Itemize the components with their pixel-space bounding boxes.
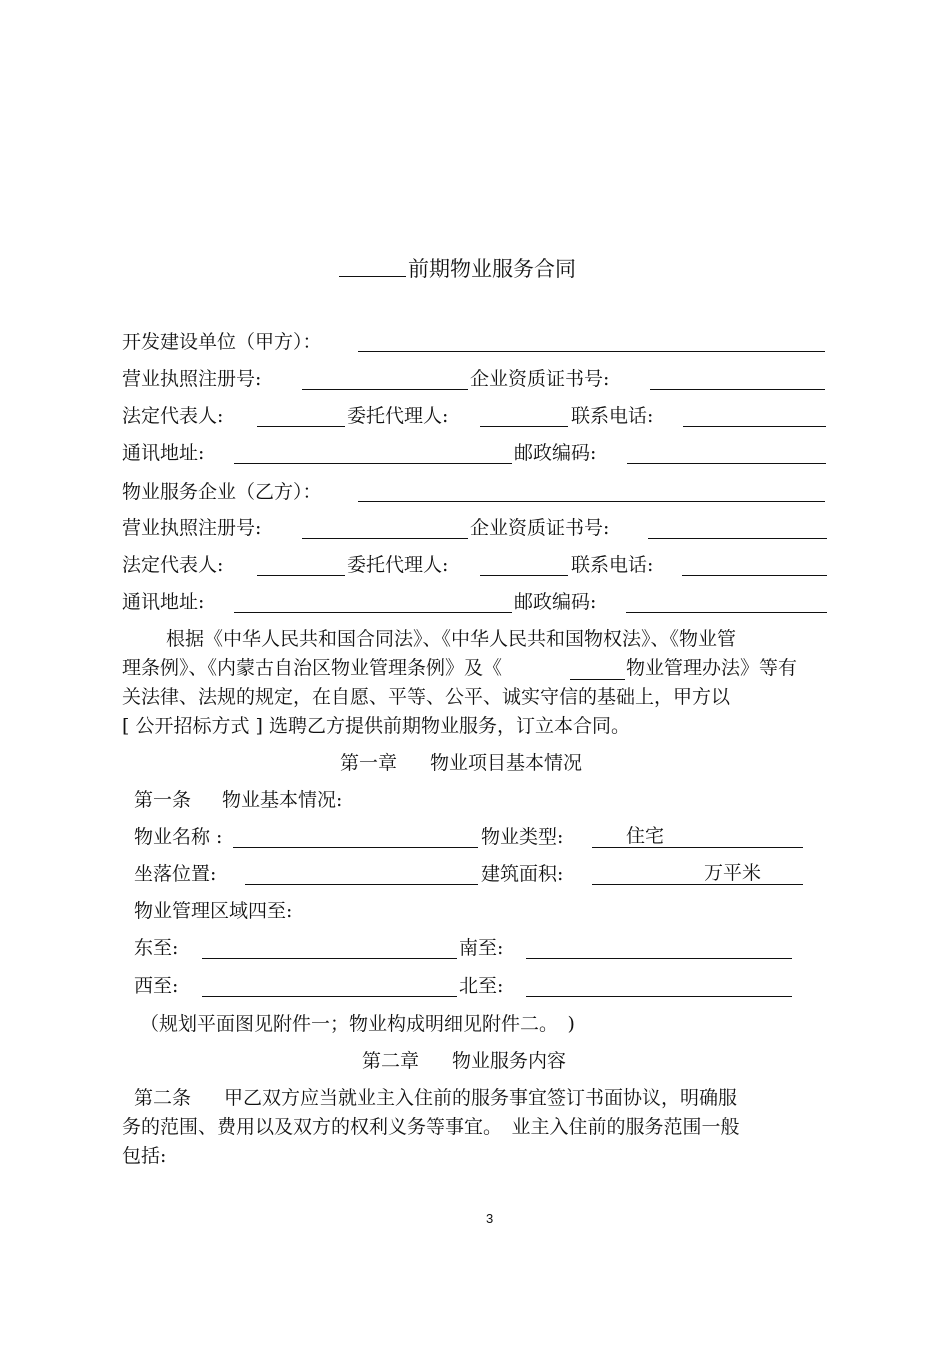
property-type-value: 住宅 — [626, 825, 665, 847]
title-blank[interactable] — [339, 276, 406, 277]
party-b-address-field[interactable] — [234, 612, 512, 613]
party-b-phone-label: 联系电话: — [571, 554, 654, 576]
party-a-phone-field[interactable] — [683, 426, 826, 427]
party-b-legal-rep-label: 法定代表人: — [122, 554, 224, 576]
chapter-1-number: 第一章 — [340, 752, 398, 774]
party-a-postcode-field[interactable] — [627, 463, 826, 464]
page-number: 3 — [486, 1211, 494, 1226]
party-b-phone-field[interactable] — [682, 575, 827, 576]
party-b-license-field[interactable] — [302, 538, 468, 539]
party-b-legal-rep-field[interactable] — [257, 575, 345, 576]
location-label: 坐落位置: — [134, 863, 217, 885]
party-b-postcode-field[interactable] — [626, 612, 827, 613]
party-b-agent-label: 委托代理人: — [347, 554, 449, 576]
party-a-qualification-field[interactable] — [650, 389, 825, 390]
party-b-license-label: 营业执照注册号: — [122, 517, 262, 539]
property-name-label: 物业名称 : — [134, 826, 223, 848]
property-name-field[interactable] — [233, 847, 478, 848]
article-2-line-2: 务的范围、费用以及双方的权利义务等事宜。 业主入住前的服务范围一般 — [122, 1116, 740, 1138]
article-2-line-1: 甲乙双方应当就业主入住前的服务事宜签订书面协议，明确服 — [224, 1087, 738, 1109]
preamble-line-1: 根据《中华人民共和国合同法》、《中华人民共和国物权法》、《物业管 — [166, 628, 737, 650]
local-regulation-blank[interactable] — [570, 679, 625, 680]
chapter-1-title: 物业项目基本情况 — [430, 752, 583, 774]
party-b-postcode-label: 邮政编码: — [514, 591, 597, 613]
chapter-2-number: 第二章 — [362, 1050, 420, 1072]
party-a-agent-label: 委托代理人: — [347, 405, 449, 427]
chapter-2-title: 物业服务内容 — [452, 1050, 567, 1072]
boundary-label: 物业管理区域四至: — [134, 900, 293, 922]
party-a-address-field[interactable] — [234, 463, 512, 464]
north-boundary-label: 北至: — [459, 975, 504, 997]
page-title: 前期物业服务合同 — [408, 257, 576, 281]
south-boundary-label: 南至: — [459, 937, 504, 959]
attachment-note: （规划平面图见附件一；物业构成明细见附件二。 ) — [140, 1013, 575, 1035]
north-boundary-field[interactable] — [526, 996, 792, 997]
east-boundary-label: 东至: — [134, 937, 179, 959]
property-company-label: 物业服务企业（乙方）： — [122, 481, 322, 503]
party-b-qualification-field[interactable] — [648, 538, 827, 539]
article-1-number: 第一条 — [134, 789, 192, 811]
floor-area-field[interactable] — [592, 884, 803, 885]
property-company-field[interactable] — [358, 501, 825, 502]
preamble-line-2a: 理条例》、《内蒙古自治区物业管理条例》及《 — [122, 657, 503, 679]
party-a-legal-rep-field[interactable] — [257, 426, 345, 427]
party-b-agent-field[interactable] — [480, 575, 568, 576]
developer-field[interactable] — [358, 351, 825, 352]
party-a-postcode-label: 邮政编码: — [514, 442, 597, 464]
party-a-agent-field[interactable] — [480, 426, 568, 427]
west-boundary-label: 西至: — [134, 975, 179, 997]
location-field[interactable] — [245, 884, 478, 885]
south-boundary-field[interactable] — [526, 958, 792, 959]
preamble-line-2b: 物业管理办法》等有 — [626, 657, 798, 679]
party-a-license-field[interactable] — [302, 389, 468, 390]
preamble-line-4: [ 公开招标方式 ] 选聘乙方提供前期物业服务，订立本合同。 — [122, 715, 630, 737]
party-a-qualification-label: 企业资质证书号: — [470, 368, 610, 390]
article-2-number: 第二条 — [134, 1087, 192, 1109]
east-boundary-field[interactable] — [202, 958, 457, 959]
party-a-legal-rep-label: 法定代表人: — [122, 405, 224, 427]
developer-label: 开发建设单位（甲方）： — [122, 331, 322, 353]
preamble-line-3: 关法律、法规的规定，在自愿、平等、公平、诚实守信的基础上，甲方以 — [122, 686, 731, 708]
party-a-address-label: 通讯地址: — [122, 442, 205, 464]
west-boundary-field[interactable] — [202, 996, 457, 997]
article-1-title: 物业基本情况: — [222, 789, 343, 811]
party-b-address-label: 通讯地址: — [122, 591, 205, 613]
property-type-field[interactable] — [592, 847, 803, 848]
party-b-qualification-label: 企业资质证书号: — [470, 517, 610, 539]
party-a-license-label: 营业执照注册号: — [122, 368, 262, 390]
party-a-phone-label: 联系电话: — [571, 405, 654, 427]
article-2-line-3: 包括: — [122, 1145, 167, 1167]
property-type-label: 物业类型: — [481, 826, 564, 848]
floor-area-label: 建筑面积: — [481, 863, 564, 885]
floor-area-unit: 万平米 — [704, 862, 762, 884]
